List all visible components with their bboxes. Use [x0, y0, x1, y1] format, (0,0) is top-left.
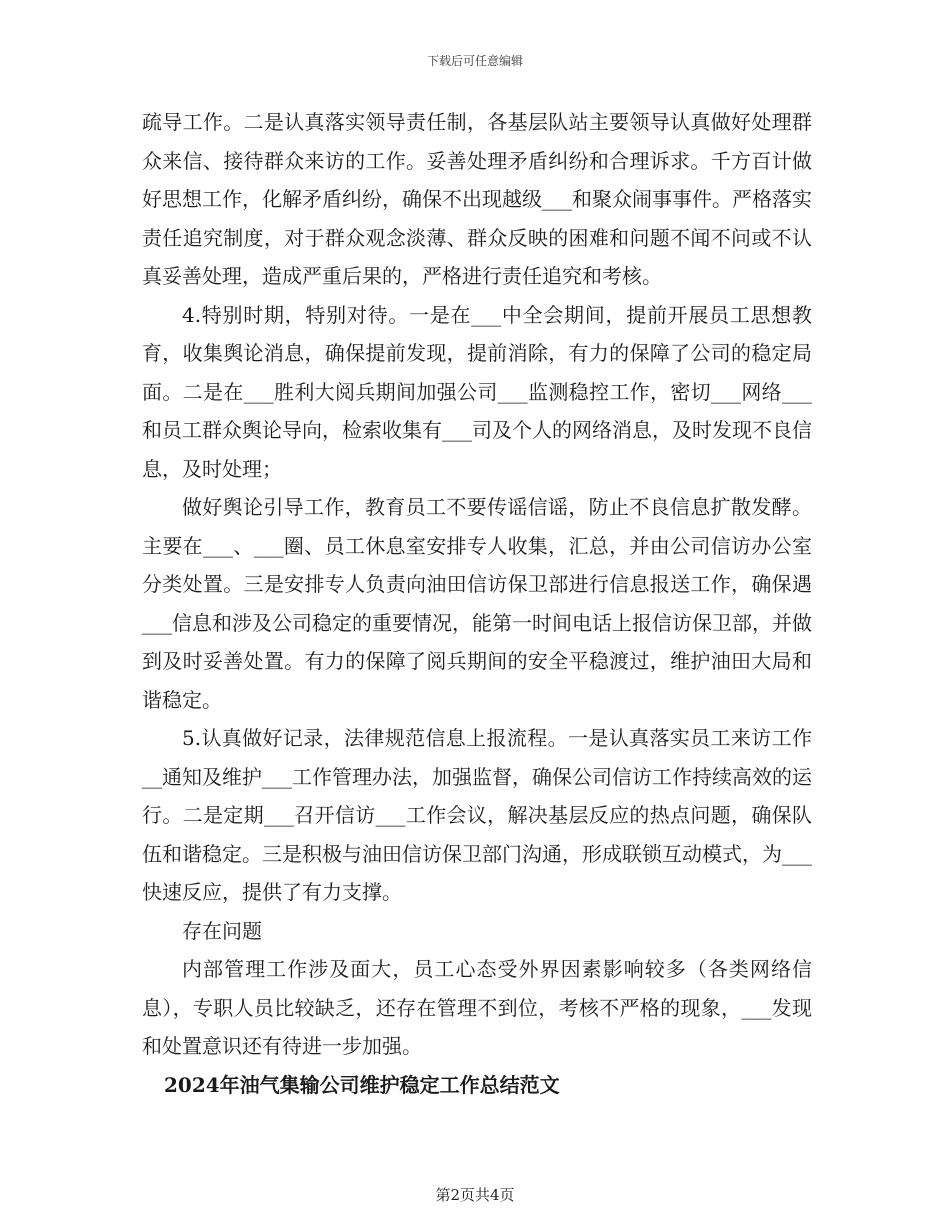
paragraph-continuation: 疏导工作。二是认真落实领导责任制，各基层队站主要领导认真做好处理群众来信、接待群众来访的工作。妥善处理矛盾纠纷和合理诉求。千方百计做好思想工作，化解矛盾纠纷，确保不出现越级___和聚众闹事事件。严格落实责任追究制度，对于群众观念淡薄、群众反映的困难和问题不闻不问或不认真妥善处理，造成严重后果的，严格进行责任追究和考核。 [142, 110, 812, 288]
section-heading-problems: 存在问题 [182, 918, 262, 943]
document-title: 2024年油气集输公司维护稳定工作总结范文 [164, 1072, 560, 1097]
paragraph-item-5: 5.认真做好记录，法律规范信息上报流程。一是认真落实员工来访工作__通知及维护___工作管理办法，加强监督，确保公司信访工作持续高效的运行。二是定期___召开信访___工作会议，解决基层反应的热点问题，确保队伍和谐稳定。三是积极与油田信访保卫部门沟通，形成联锁互动模式，为___快速反应，提供了有力支撑。 [142, 726, 812, 904]
paragraph-problems: 内部管理工作涉及面大，员工心态受外界因素影响较多（各类网络信息），专职人员比较缺乏，还存在管理不到位，考核不严格的现象，___发现和处置意识还有待进一步加强。 [142, 957, 812, 1058]
document-body [142, 103, 812, 1104]
page-number-footer: 第2页共4页 [435, 1186, 515, 1204]
paragraph-item-4: 4.特别时期，特别对待。一是在___中全会期间，提前开展员工思想教育，收集舆论消息，确保提前发现，提前消除，有力的保障了公司的稳定局面。二是在___胜利大阅兵期间加强公司___监测稳控工作，密切___网络___和员工群众舆论导向，检索收集有___司及个人的网络消息，及时发现不良信息，及时处理； [142, 302, 812, 481]
page-header: 下载后可任意编辑 [426, 54, 523, 68]
paragraph-public-opinion: 做好舆论引导工作，教育员工不要传谣信谣，防止不良信息扩散发酵。主要在___、___圈、员工休息室安排专人收集，汇总，并由公司信访办公室分类处置。三是安排专人负责向油田信访保卫部进行信息报送工作，确保遇___信息和涉及公司稳定的重要情况，能第一时间电话上报信访保卫部，并做到及时妥善处置。有力的保障了阅兵期间的安全平稳渡过，维护油田大局和谐稳定。 [142, 495, 812, 712]
